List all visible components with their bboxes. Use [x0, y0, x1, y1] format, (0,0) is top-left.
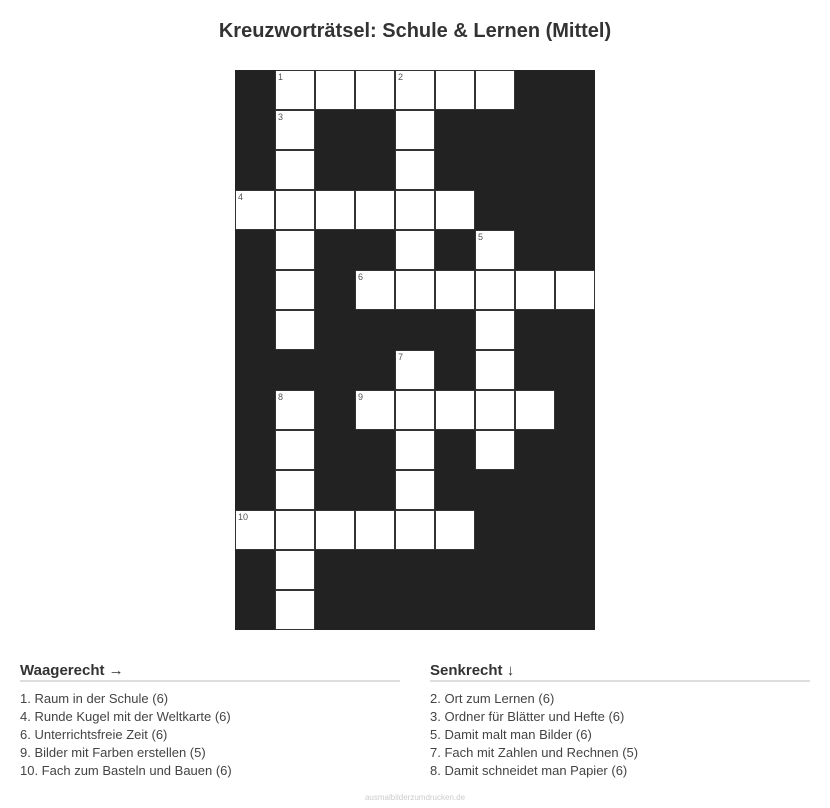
crossword-cell[interactable]: [435, 270, 475, 310]
crossword-cell[interactable]: [475, 230, 515, 270]
clue-number: 2: [398, 72, 404, 82]
crossword-cell[interactable]: [355, 390, 395, 430]
crossword-cell[interactable]: [275, 430, 315, 470]
clue-down-7: 7. Fach mit Zahlen und Rechnen (5): [430, 745, 639, 760]
crossword-cell[interactable]: [475, 270, 515, 310]
crossword-cell[interactable]: [275, 270, 315, 310]
crossword-cell[interactable]: [435, 510, 475, 550]
page-title: Kreuzworträtsel: Schule & Lernen (Mittel): [218, 20, 612, 42]
crossword-cell[interactable]: [275, 550, 315, 590]
crossword-cell[interactable]: [555, 270, 595, 310]
crossword-cell[interactable]: [275, 510, 315, 550]
crossword-cell[interactable]: [355, 70, 395, 110]
crossword-cell[interactable]: [355, 510, 395, 550]
clue-down-5: 5. Damit malt man Bilder (6): [430, 727, 592, 742]
crossword-cell[interactable]: [395, 270, 435, 310]
crossword-cell[interactable]: [395, 70, 435, 110]
clue-number: 10: [238, 512, 249, 522]
crossword-cell[interactable]: [395, 430, 435, 470]
footer-credit: ausmalbilderzumdrucken.de: [364, 793, 466, 802]
crossword-cell[interactable]: [235, 510, 275, 550]
crossword-cell[interactable]: [395, 510, 435, 550]
crossword-cell[interactable]: [475, 430, 515, 470]
clue-across-10: 10. Fach zum Basteln und Bauen (6): [20, 763, 232, 778]
crossword-grid: [235, 70, 595, 630]
clue-down-8: 8. Damit schneidet man Papier (6): [430, 763, 628, 778]
clue-number: 1: [278, 72, 284, 82]
across-heading: Waagerecht →: [20, 662, 400, 682]
crossword-cell[interactable]: [435, 190, 475, 230]
crossword-cell[interactable]: [475, 70, 515, 110]
crossword-cell[interactable]: [275, 390, 315, 430]
crossword-cell[interactable]: [475, 310, 515, 350]
clue-across-1: 1. Raum in der Schule (6): [20, 691, 169, 706]
clue-number: 4: [238, 192, 244, 202]
clue-across-9: 9. Bilder mit Farben erstellen (5): [20, 745, 206, 760]
crossword-cell[interactable]: [275, 310, 315, 350]
across-clue-list: [20, 690, 400, 780]
crossword-cell[interactable]: [475, 390, 515, 430]
clue-across-4: 4. Runde Kugel mit der Weltkarte (6): [20, 709, 231, 724]
crossword-cell[interactable]: [275, 110, 315, 150]
crossword-cell[interactable]: [435, 390, 475, 430]
crossword-cell[interactable]: [395, 190, 435, 230]
clue-number: 8: [278, 392, 284, 402]
down-clues: [430, 662, 810, 780]
crossword-cell[interactable]: [275, 590, 315, 630]
clue-number: 7: [398, 352, 404, 362]
clue-number: 6: [358, 272, 364, 282]
clue-across-6: 6. Unterrichtsfreie Zeit (6): [20, 727, 168, 742]
clue-number: 3: [278, 112, 284, 122]
down-heading: Senkrecht ↓: [430, 662, 810, 682]
crossword-cell[interactable]: [275, 190, 315, 230]
clue-down-3: 3. Ordner für Blätter und Hefte (6): [430, 709, 625, 724]
crossword-cell[interactable]: [275, 470, 315, 510]
crossword-cell[interactable]: [355, 270, 395, 310]
crossword-cell[interactable]: [395, 390, 435, 430]
crossword-cell[interactable]: [395, 110, 435, 150]
clue-number: 5: [478, 232, 484, 242]
across-clues: [20, 662, 400, 780]
crossword-cell[interactable]: [475, 350, 515, 390]
crossword-cell[interactable]: [435, 70, 475, 110]
crossword-cell[interactable]: [315, 70, 355, 110]
crossword-cell[interactable]: [315, 190, 355, 230]
crossword-cell[interactable]: [235, 190, 275, 230]
crossword-cell[interactable]: [275, 230, 315, 270]
crossword-cell[interactable]: [275, 150, 315, 190]
crossword-cell[interactable]: [395, 470, 435, 510]
crossword-cell[interactable]: [515, 390, 555, 430]
crossword-cell[interactable]: [315, 510, 355, 550]
crossword-cell[interactable]: [355, 190, 395, 230]
crossword-cell[interactable]: [275, 70, 315, 110]
crossword-cell[interactable]: [515, 270, 555, 310]
clue-down-2: 2. Ort zum Lernen (6): [430, 691, 555, 706]
crossword-cell[interactable]: [395, 230, 435, 270]
crossword-cell[interactable]: [395, 350, 435, 390]
clue-number: 9: [358, 392, 364, 402]
crossword-cell[interactable]: [395, 150, 435, 190]
down-clue-list: [430, 690, 810, 780]
